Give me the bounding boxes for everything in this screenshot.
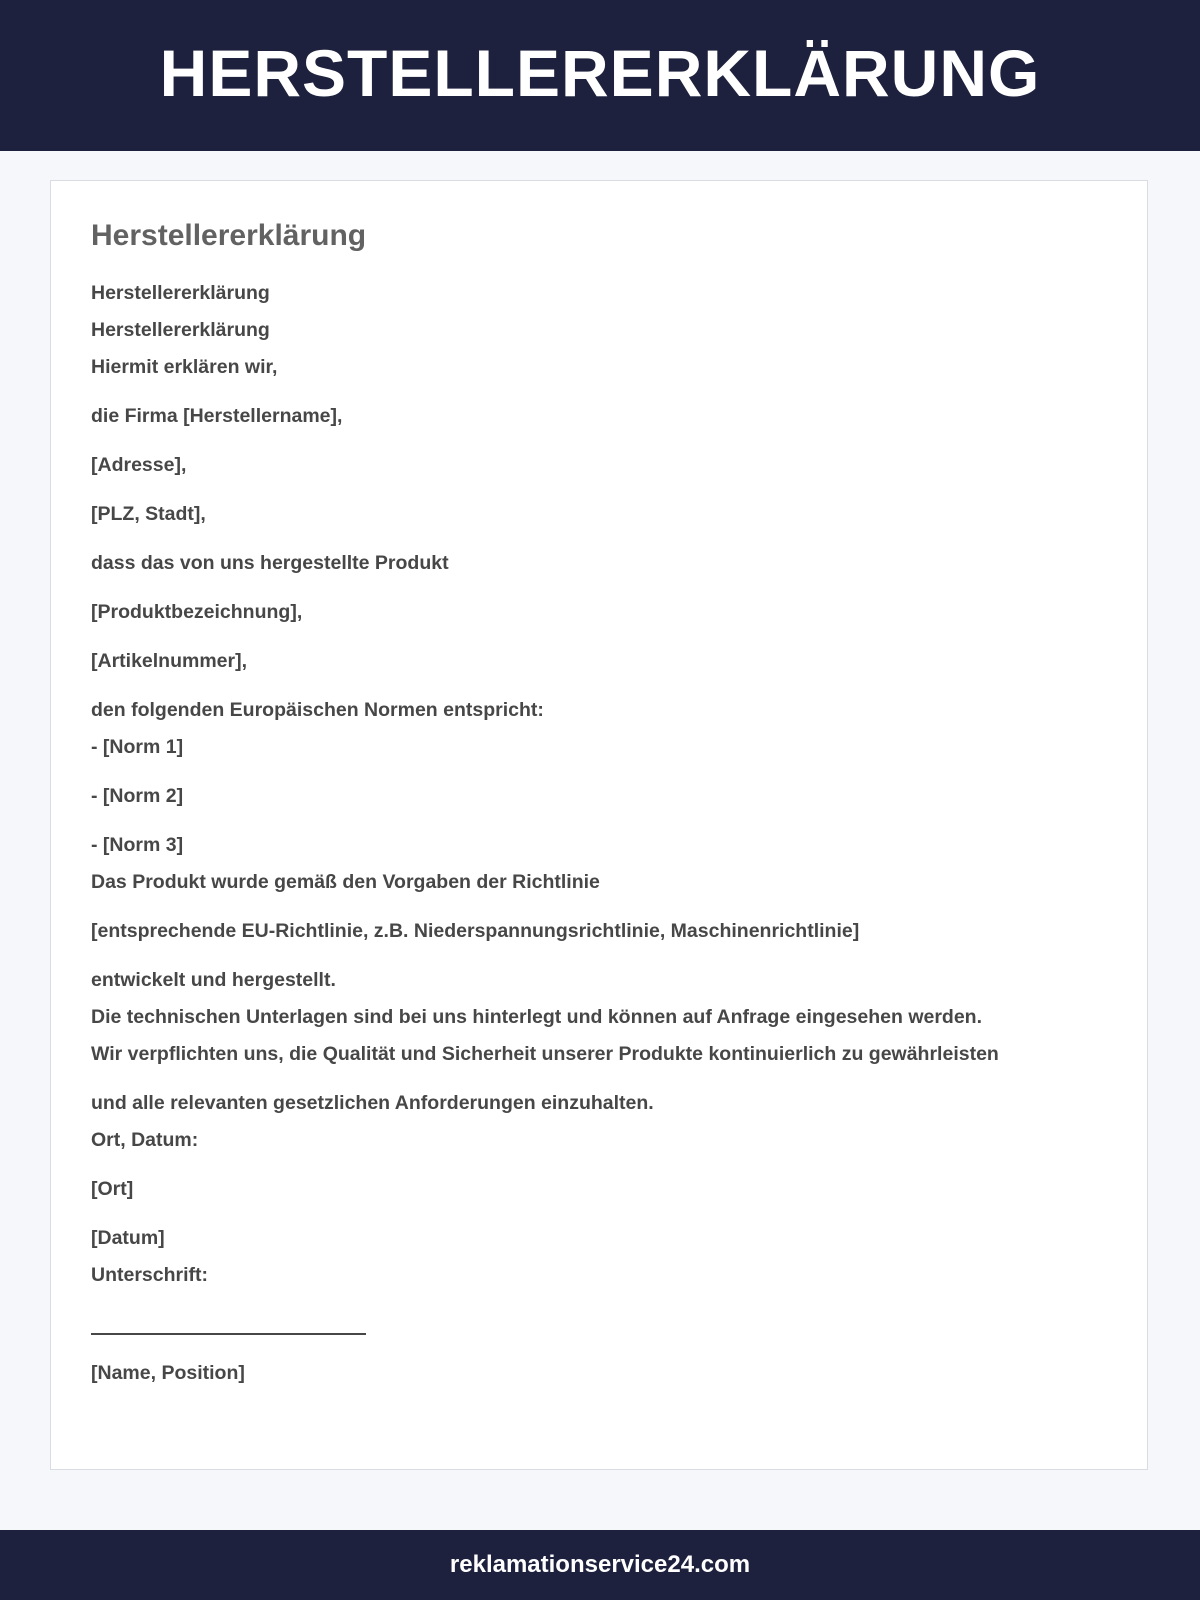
- footer-website-text: reklamationservice24.com: [449, 1551, 751, 1578]
- document-line: [Produktbezeichnung],: [91, 601, 303, 623]
- document-line: - [Norm 2]: [91, 785, 184, 807]
- header-title: HERSTELLERERKLÄRUNG: [159, 35, 1041, 110]
- document-line: [PLZ, Stadt],: [91, 503, 206, 525]
- document-line: Die technischen Unterlagen sind bei uns hinterlegt und können auf Anfrage eingesehen werden.: [91, 1006, 983, 1028]
- document-line: [Name, Position]: [91, 1362, 245, 1384]
- document-line: Ort, Datum:: [91, 1129, 199, 1151]
- document-line: [Adresse],: [91, 454, 187, 476]
- document-line: Herstellererklärung: [91, 282, 270, 304]
- document-line: und alle relevanten gesetzlichen Anforderungen einzuhalten.: [91, 1092, 654, 1114]
- document-line: Hiermit erklären wir,: [91, 356, 278, 378]
- document-line: - [Norm 1]: [91, 736, 184, 758]
- document-line: [entsprechende EU-Richtlinie, z.B. Niederspannungsrichtlinie, Maschinenrichtlinie]: [91, 920, 860, 942]
- document-line: Das Produkt wurde gemäß den Vorgaben der Richtlinie: [91, 871, 600, 893]
- document-title: Herstellererklärung: [91, 219, 367, 252]
- document-line: [Datum]: [91, 1227, 165, 1249]
- document-card: [50, 180, 1148, 1470]
- document-line: Unterschrift:: [91, 1264, 209, 1286]
- signature-line: [91, 1333, 366, 1335]
- page-header: [0, 0, 1200, 151]
- document-line: [Ort]: [91, 1178, 134, 1200]
- document-line: dass das von uns hergestellte Produkt: [91, 552, 449, 574]
- document-line: entwickelt und hergestellt.: [91, 969, 336, 991]
- document-line: Herstellererklärung: [91, 319, 270, 341]
- page-footer: [0, 1530, 1200, 1600]
- document-line: - [Norm 3]: [91, 834, 184, 856]
- document-line: den folgenden Europäischen Normen entspricht:: [91, 699, 544, 721]
- document-line: Wir verpflichten uns, die Qualität und Sicherheit unserer Produkte kontinuierlich zu gewährleisten: [91, 1043, 999, 1065]
- document-line: [Artikelnummer],: [91, 650, 248, 672]
- document-line: die Firma [Herstellername],: [91, 405, 343, 427]
